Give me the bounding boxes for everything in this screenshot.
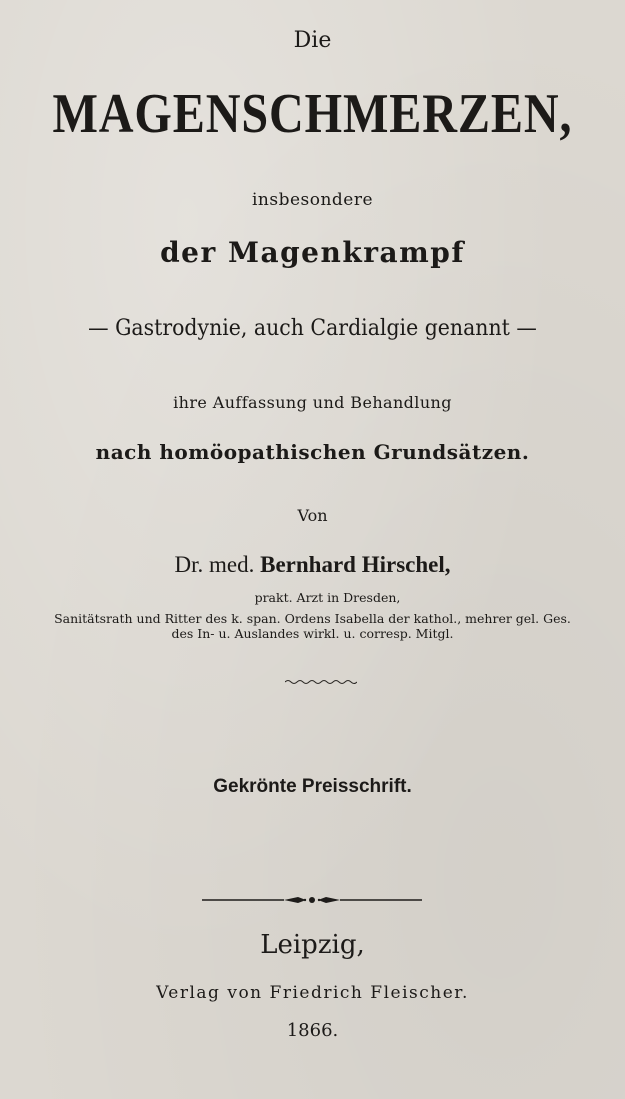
author-honors-1: Sanitätsrath und Ritter des k. span. Ordens Isabella der kathol., mehrer gel. Ges. bbox=[54, 611, 571, 626]
author-name: Bernhard Hirschel, bbox=[260, 552, 451, 577]
main-title: MAGENSCHMERZEN, bbox=[52, 83, 573, 145]
place-line: Leipzig, bbox=[260, 930, 365, 960]
publisher-line: Verlag von Friedrich Fleischer. bbox=[156, 983, 469, 1003]
subtitle: der Magenkrampf bbox=[160, 236, 465, 269]
pre-title: Die bbox=[293, 28, 332, 53]
wavy-divider bbox=[285, 678, 357, 686]
author-honors-2: des In- u. Auslandes wirkl. u. corresp. Mitgl. bbox=[171, 626, 454, 641]
approach-line: ihre Auffassung und Behandlung bbox=[173, 393, 452, 412]
author-line bbox=[0, 552, 625, 578]
year-line: 1866. bbox=[286, 1020, 339, 1041]
distinction-line: Gekrönte Preisschrift. bbox=[213, 776, 412, 797]
author-position: prakt. Arzt in Dresden, bbox=[254, 590, 401, 605]
ornamental-divider bbox=[202, 893, 422, 907]
author-prefix: Dr. med. bbox=[174, 552, 255, 577]
principles-line: nach homöopathischen Grundsätzen. bbox=[95, 440, 530, 464]
by-line: Von bbox=[297, 506, 328, 525]
subtitle-intro: insbesondere bbox=[251, 190, 374, 210]
synonyms-line: — Gastrodynie, auch Cardialgie genannt — bbox=[88, 316, 537, 341]
